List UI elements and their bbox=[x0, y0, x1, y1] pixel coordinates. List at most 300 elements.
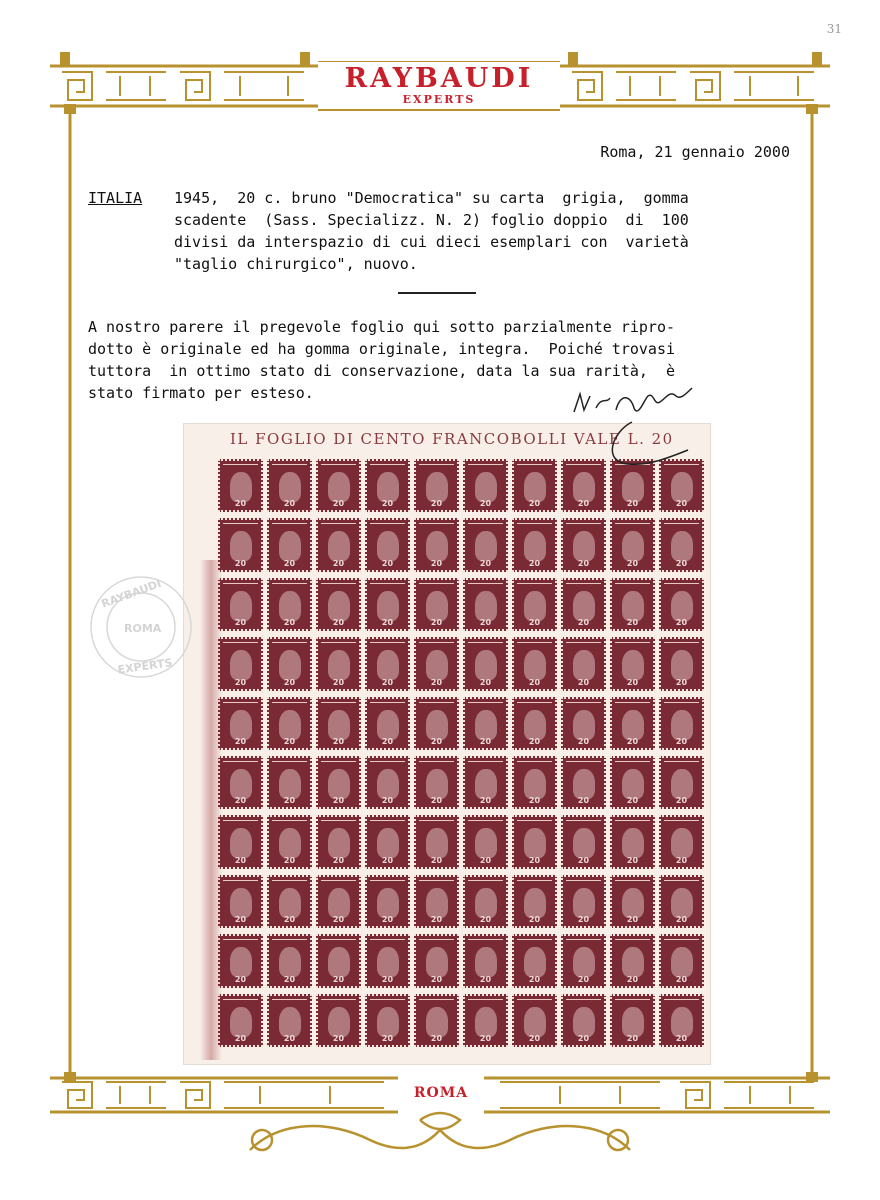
stamp bbox=[610, 518, 655, 571]
country-label: ITALIA bbox=[88, 189, 143, 207]
stamp bbox=[659, 578, 704, 631]
stamp-value: 20 bbox=[381, 974, 394, 984]
stamp-figure bbox=[377, 828, 399, 858]
stamp-header bbox=[223, 820, 258, 826]
stamp-value: 20 bbox=[332, 974, 345, 984]
stamp bbox=[365, 756, 410, 809]
stamp-figure bbox=[279, 531, 301, 561]
stamp-figure bbox=[328, 710, 350, 740]
stamp-value: 20 bbox=[332, 1033, 345, 1043]
stamp-figure bbox=[475, 591, 497, 621]
stamp-header bbox=[272, 820, 307, 826]
stamp-value: 20 bbox=[675, 796, 688, 806]
stamp bbox=[316, 518, 361, 571]
svg-text:EXPERTS: EXPERTS bbox=[116, 656, 174, 677]
stamp-header bbox=[664, 523, 699, 529]
stamp-header bbox=[419, 761, 454, 767]
stamp bbox=[463, 934, 508, 987]
stamp bbox=[218, 637, 263, 690]
stamp bbox=[267, 875, 312, 928]
stamp-value: 20 bbox=[675, 618, 688, 628]
stamp bbox=[316, 994, 361, 1047]
stamp-header bbox=[566, 939, 601, 945]
stamp-header bbox=[517, 583, 552, 589]
stamp bbox=[463, 459, 508, 512]
stamp-value: 20 bbox=[430, 796, 443, 806]
stamp-figure bbox=[573, 531, 595, 561]
stamp-header bbox=[223, 523, 258, 529]
stamp-figure bbox=[671, 888, 693, 918]
stamp bbox=[561, 756, 606, 809]
stamp bbox=[267, 518, 312, 571]
stamp-header bbox=[615, 939, 650, 945]
stamp-header bbox=[272, 583, 307, 589]
stamp bbox=[267, 934, 312, 987]
stamp-header bbox=[615, 761, 650, 767]
stamp bbox=[316, 578, 361, 631]
expert-signature bbox=[560, 382, 770, 472]
stamp-value: 20 bbox=[528, 915, 541, 925]
stamp-figure bbox=[426, 591, 448, 621]
stamp-value: 20 bbox=[528, 855, 541, 865]
stamp-figure bbox=[524, 828, 546, 858]
stamp-value: 20 bbox=[430, 499, 443, 509]
stamp bbox=[610, 994, 655, 1047]
description-line: scadente (Sass. Specializz. N. 2) foglio doppio di 100 bbox=[174, 211, 689, 229]
section-divider bbox=[398, 292, 476, 294]
stamp-figure bbox=[230, 591, 252, 621]
stamp-header bbox=[615, 999, 650, 1005]
stamp bbox=[610, 578, 655, 631]
stamp bbox=[561, 637, 606, 690]
stamp-header bbox=[419, 642, 454, 648]
stamp bbox=[610, 934, 655, 987]
stamp-header bbox=[664, 642, 699, 648]
stamp-header bbox=[664, 702, 699, 708]
stamp-value: 20 bbox=[430, 1033, 443, 1043]
footer-label: ROMA bbox=[413, 1085, 469, 1101]
stamp-header bbox=[615, 583, 650, 589]
stamp-header bbox=[321, 702, 356, 708]
stamp-figure bbox=[279, 710, 301, 740]
stamp-header bbox=[321, 523, 356, 529]
stamp bbox=[561, 578, 606, 631]
stamp-figure bbox=[279, 591, 301, 621]
stamp bbox=[512, 756, 557, 809]
stamp-header bbox=[517, 880, 552, 886]
stamp-header bbox=[566, 523, 601, 529]
stamp-header bbox=[321, 939, 356, 945]
stamp-value: 20 bbox=[626, 1033, 639, 1043]
stamp-figure bbox=[475, 828, 497, 858]
stamp bbox=[218, 815, 263, 868]
stamp-figure bbox=[524, 591, 546, 621]
stamp bbox=[414, 459, 459, 512]
stamp-figure bbox=[622, 947, 644, 977]
stamp-value: 20 bbox=[234, 915, 247, 925]
stamp bbox=[218, 459, 263, 512]
stamp bbox=[610, 815, 655, 868]
stamp-value: 20 bbox=[528, 499, 541, 509]
stamp bbox=[659, 815, 704, 868]
stamp-header bbox=[419, 523, 454, 529]
stamp bbox=[365, 875, 410, 928]
stamp bbox=[463, 578, 508, 631]
opinion-line: stato firmato per esteso. bbox=[88, 384, 314, 402]
stamp bbox=[512, 934, 557, 987]
stamp-value: 20 bbox=[479, 855, 492, 865]
stamp-header bbox=[272, 702, 307, 708]
stamp-value: 20 bbox=[479, 618, 492, 628]
stamp-figure bbox=[573, 947, 595, 977]
stamp bbox=[463, 518, 508, 571]
stamp bbox=[218, 578, 263, 631]
stamp-header bbox=[370, 464, 405, 470]
stamp-value: 20 bbox=[675, 558, 688, 568]
stamp-header bbox=[272, 880, 307, 886]
stamp-value: 20 bbox=[234, 855, 247, 865]
stamp bbox=[512, 697, 557, 750]
stamp-header bbox=[517, 642, 552, 648]
stamp-header bbox=[223, 761, 258, 767]
stamp-figure bbox=[377, 591, 399, 621]
stamp-header bbox=[321, 999, 356, 1005]
stamp bbox=[512, 459, 557, 512]
stamp-header bbox=[517, 761, 552, 767]
stamp-value: 20 bbox=[283, 796, 296, 806]
stamp-header bbox=[566, 999, 601, 1005]
stamp-value: 20 bbox=[283, 558, 296, 568]
stamp bbox=[365, 578, 410, 631]
stamp-value: 20 bbox=[528, 736, 541, 746]
stamp-value: 20 bbox=[626, 796, 639, 806]
stamp-figure bbox=[279, 650, 301, 680]
stamp-header bbox=[615, 702, 650, 708]
stamp-value: 20 bbox=[626, 499, 639, 509]
stamp-value: 20 bbox=[332, 618, 345, 628]
stamp-figure bbox=[426, 650, 448, 680]
stamp-figure bbox=[230, 769, 252, 799]
stamp-figure bbox=[573, 650, 595, 680]
stamp-figure bbox=[622, 710, 644, 740]
stamp-header bbox=[419, 583, 454, 589]
stamp bbox=[659, 934, 704, 987]
stamp-figure bbox=[230, 710, 252, 740]
stamp-header bbox=[321, 642, 356, 648]
stamp-value: 20 bbox=[430, 855, 443, 865]
stamp-value: 20 bbox=[332, 796, 345, 806]
stamp-figure bbox=[573, 769, 595, 799]
stamp-header bbox=[468, 583, 503, 589]
stamp bbox=[512, 994, 557, 1047]
stamp bbox=[463, 875, 508, 928]
stamp-figure bbox=[671, 828, 693, 858]
stamp-header bbox=[517, 523, 552, 529]
stamp-figure bbox=[279, 828, 301, 858]
stamp-value: 20 bbox=[577, 1033, 590, 1043]
stamp-value: 20 bbox=[626, 736, 639, 746]
footer-logo bbox=[398, 1081, 484, 1105]
stamp-figure bbox=[671, 531, 693, 561]
stamp bbox=[267, 994, 312, 1047]
stamp-header bbox=[223, 464, 258, 470]
stamp bbox=[316, 875, 361, 928]
opinion-line: A nostro parere il pregevole foglio qui sotto parzialmente ripro- bbox=[88, 318, 675, 336]
stamp-value: 20 bbox=[528, 796, 541, 806]
stamp-header bbox=[419, 702, 454, 708]
stamp-figure bbox=[328, 888, 350, 918]
brand-name: RAYBAUDI bbox=[344, 63, 534, 94]
stamp-value: 20 bbox=[283, 499, 296, 509]
stamp-header bbox=[370, 583, 405, 589]
stamp-header bbox=[468, 642, 503, 648]
stamp-header bbox=[517, 939, 552, 945]
stamp-figure bbox=[671, 650, 693, 680]
opinion-line: dotto è originale ed ha gomma originale, integra. Poiché trovasi bbox=[88, 340, 675, 358]
stamp-header bbox=[468, 761, 503, 767]
stamp-value: 20 bbox=[430, 558, 443, 568]
stamp-value: 20 bbox=[283, 974, 296, 984]
stamp-figure bbox=[475, 888, 497, 918]
stamp bbox=[414, 875, 459, 928]
stamp-figure bbox=[524, 472, 546, 502]
stamp-value: 20 bbox=[479, 499, 492, 509]
stamp-header bbox=[468, 880, 503, 886]
stamp-value: 20 bbox=[283, 677, 296, 687]
header-logo bbox=[318, 62, 560, 108]
stamp-header bbox=[419, 939, 454, 945]
stamp-figure bbox=[230, 1007, 252, 1037]
stamp-header bbox=[664, 880, 699, 886]
stamp bbox=[365, 518, 410, 571]
stamp bbox=[316, 637, 361, 690]
stamp-value: 20 bbox=[577, 915, 590, 925]
stamp-value: 20 bbox=[332, 855, 345, 865]
stamp bbox=[561, 875, 606, 928]
stamp-figure bbox=[328, 472, 350, 502]
stamp-value: 20 bbox=[332, 677, 345, 687]
stamp-value: 20 bbox=[234, 677, 247, 687]
stamp-value: 20 bbox=[430, 974, 443, 984]
stamp-figure bbox=[671, 591, 693, 621]
stamp-figure bbox=[475, 472, 497, 502]
stamp-value: 20 bbox=[577, 855, 590, 865]
stamp bbox=[365, 994, 410, 1047]
stamp-value: 20 bbox=[577, 677, 590, 687]
stamp-figure bbox=[622, 650, 644, 680]
stamp bbox=[316, 697, 361, 750]
stamp-value: 20 bbox=[675, 736, 688, 746]
stamp bbox=[561, 994, 606, 1047]
stamp-value: 20 bbox=[234, 499, 247, 509]
stamp-value: 20 bbox=[577, 618, 590, 628]
stamp-figure bbox=[426, 769, 448, 799]
stamp bbox=[316, 815, 361, 868]
stamp-header bbox=[419, 880, 454, 886]
stamp-figure bbox=[573, 591, 595, 621]
stamp-value: 20 bbox=[626, 855, 639, 865]
stamp bbox=[414, 994, 459, 1047]
stamp-value: 20 bbox=[528, 618, 541, 628]
stamp bbox=[414, 697, 459, 750]
stamp-figure bbox=[377, 531, 399, 561]
stamp-header bbox=[468, 702, 503, 708]
stamp-header bbox=[419, 820, 454, 826]
stamp-figure bbox=[573, 1007, 595, 1037]
stamp-header bbox=[321, 880, 356, 886]
stamp-value: 20 bbox=[675, 677, 688, 687]
stamp bbox=[659, 518, 704, 571]
stamp bbox=[218, 756, 263, 809]
svg-text:RAYBAUDI: RAYBAUDI bbox=[99, 576, 164, 611]
stamp-value: 20 bbox=[430, 677, 443, 687]
stamp-figure bbox=[622, 828, 644, 858]
page-number: 31 bbox=[826, 22, 842, 36]
stamp bbox=[267, 815, 312, 868]
stamp-header bbox=[566, 820, 601, 826]
stamp bbox=[316, 459, 361, 512]
stamp bbox=[218, 518, 263, 571]
stamp-value: 20 bbox=[332, 499, 345, 509]
stamp-value: 20 bbox=[675, 1033, 688, 1043]
stamp-header bbox=[468, 523, 503, 529]
stamp-value: 20 bbox=[626, 677, 639, 687]
stamp-figure bbox=[377, 650, 399, 680]
opinion-line: tuttora in ottimo stato di conservazione, data la sua rarità, è bbox=[88, 362, 675, 380]
stamp-value: 20 bbox=[528, 1033, 541, 1043]
stamp-figure bbox=[328, 650, 350, 680]
stamp bbox=[463, 994, 508, 1047]
stamp-value: 20 bbox=[675, 499, 688, 509]
stamp-value: 20 bbox=[430, 618, 443, 628]
stamp-header bbox=[223, 999, 258, 1005]
stamp-figure bbox=[524, 947, 546, 977]
stamp-header bbox=[370, 880, 405, 886]
stamp-figure bbox=[622, 591, 644, 621]
stamp-figure bbox=[426, 472, 448, 502]
stamp-header bbox=[566, 880, 601, 886]
stamp-header bbox=[566, 583, 601, 589]
stamp-header bbox=[517, 820, 552, 826]
stamp-figure bbox=[475, 531, 497, 561]
svg-text:ROMA: ROMA bbox=[124, 622, 162, 635]
stamp-header bbox=[517, 999, 552, 1005]
stamp-header bbox=[223, 583, 258, 589]
stamp-header bbox=[321, 583, 356, 589]
stamp-value: 20 bbox=[381, 736, 394, 746]
stamp bbox=[414, 518, 459, 571]
stamp-figure bbox=[230, 828, 252, 858]
stamp-figure bbox=[622, 1007, 644, 1037]
stamp-header bbox=[664, 761, 699, 767]
stamp-figure bbox=[524, 888, 546, 918]
stamp-header bbox=[566, 702, 601, 708]
stamp-figure bbox=[377, 888, 399, 918]
stamp bbox=[512, 815, 557, 868]
stamp-value: 20 bbox=[283, 855, 296, 865]
stamp-figure bbox=[622, 888, 644, 918]
stamp-figure bbox=[230, 947, 252, 977]
stamp-figure bbox=[328, 828, 350, 858]
stamp-value: 20 bbox=[332, 915, 345, 925]
stamp-header bbox=[370, 642, 405, 648]
stamp-header bbox=[370, 939, 405, 945]
surgical-cut-variety bbox=[200, 560, 222, 1060]
stamp-figure bbox=[426, 531, 448, 561]
stamp-figure bbox=[279, 1007, 301, 1037]
stamp bbox=[659, 875, 704, 928]
stamp-value: 20 bbox=[479, 558, 492, 568]
stamp-value: 20 bbox=[675, 855, 688, 865]
stamp bbox=[218, 994, 263, 1047]
stamp bbox=[365, 637, 410, 690]
stamp-value: 20 bbox=[479, 915, 492, 925]
stamp-value: 20 bbox=[381, 677, 394, 687]
stamp-figure bbox=[573, 710, 595, 740]
stamp-header bbox=[615, 642, 650, 648]
description-line: divisi da interspazio di cui dieci esemplari con varietà bbox=[174, 233, 689, 251]
stamp-figure bbox=[230, 888, 252, 918]
stamp bbox=[365, 815, 410, 868]
stamp-figure bbox=[475, 1007, 497, 1037]
stamp-value: 20 bbox=[234, 796, 247, 806]
stamp bbox=[267, 578, 312, 631]
stamp bbox=[365, 459, 410, 512]
stamp bbox=[561, 815, 606, 868]
stamp-header bbox=[419, 464, 454, 470]
stamp-figure bbox=[671, 472, 693, 502]
stamp-header bbox=[615, 820, 650, 826]
stamp bbox=[659, 994, 704, 1047]
stamp-figure bbox=[671, 1007, 693, 1037]
stamp-figure bbox=[426, 710, 448, 740]
stamp-value: 20 bbox=[479, 796, 492, 806]
stamp-header bbox=[272, 642, 307, 648]
stamp bbox=[218, 934, 263, 987]
stamp-header bbox=[272, 999, 307, 1005]
stamp-value: 20 bbox=[430, 915, 443, 925]
stamp-figure bbox=[377, 947, 399, 977]
stamp-figure bbox=[524, 531, 546, 561]
stamp-figure bbox=[230, 531, 252, 561]
stamp-figure bbox=[377, 472, 399, 502]
stamp-figure bbox=[475, 947, 497, 977]
stamp-header bbox=[223, 880, 258, 886]
stamp-value: 20 bbox=[430, 736, 443, 746]
stamp bbox=[365, 697, 410, 750]
stamp-header bbox=[615, 523, 650, 529]
stamp-header bbox=[223, 939, 258, 945]
stamp bbox=[659, 637, 704, 690]
stamp-header bbox=[272, 464, 307, 470]
stamp-header bbox=[615, 880, 650, 886]
stamp-figure bbox=[279, 947, 301, 977]
stamp bbox=[561, 934, 606, 987]
stamp-value: 20 bbox=[577, 974, 590, 984]
stamp-value: 20 bbox=[381, 499, 394, 509]
stamp-header bbox=[223, 642, 258, 648]
stamp-header bbox=[272, 939, 307, 945]
stamp-value: 20 bbox=[626, 558, 639, 568]
stamp-value: 20 bbox=[234, 558, 247, 568]
stamp-value: 20 bbox=[479, 677, 492, 687]
stamp bbox=[512, 518, 557, 571]
stamp-figure bbox=[622, 472, 644, 502]
stamp-figure bbox=[230, 650, 252, 680]
stamp bbox=[414, 756, 459, 809]
stamp-header bbox=[468, 820, 503, 826]
stamp-value: 20 bbox=[577, 796, 590, 806]
